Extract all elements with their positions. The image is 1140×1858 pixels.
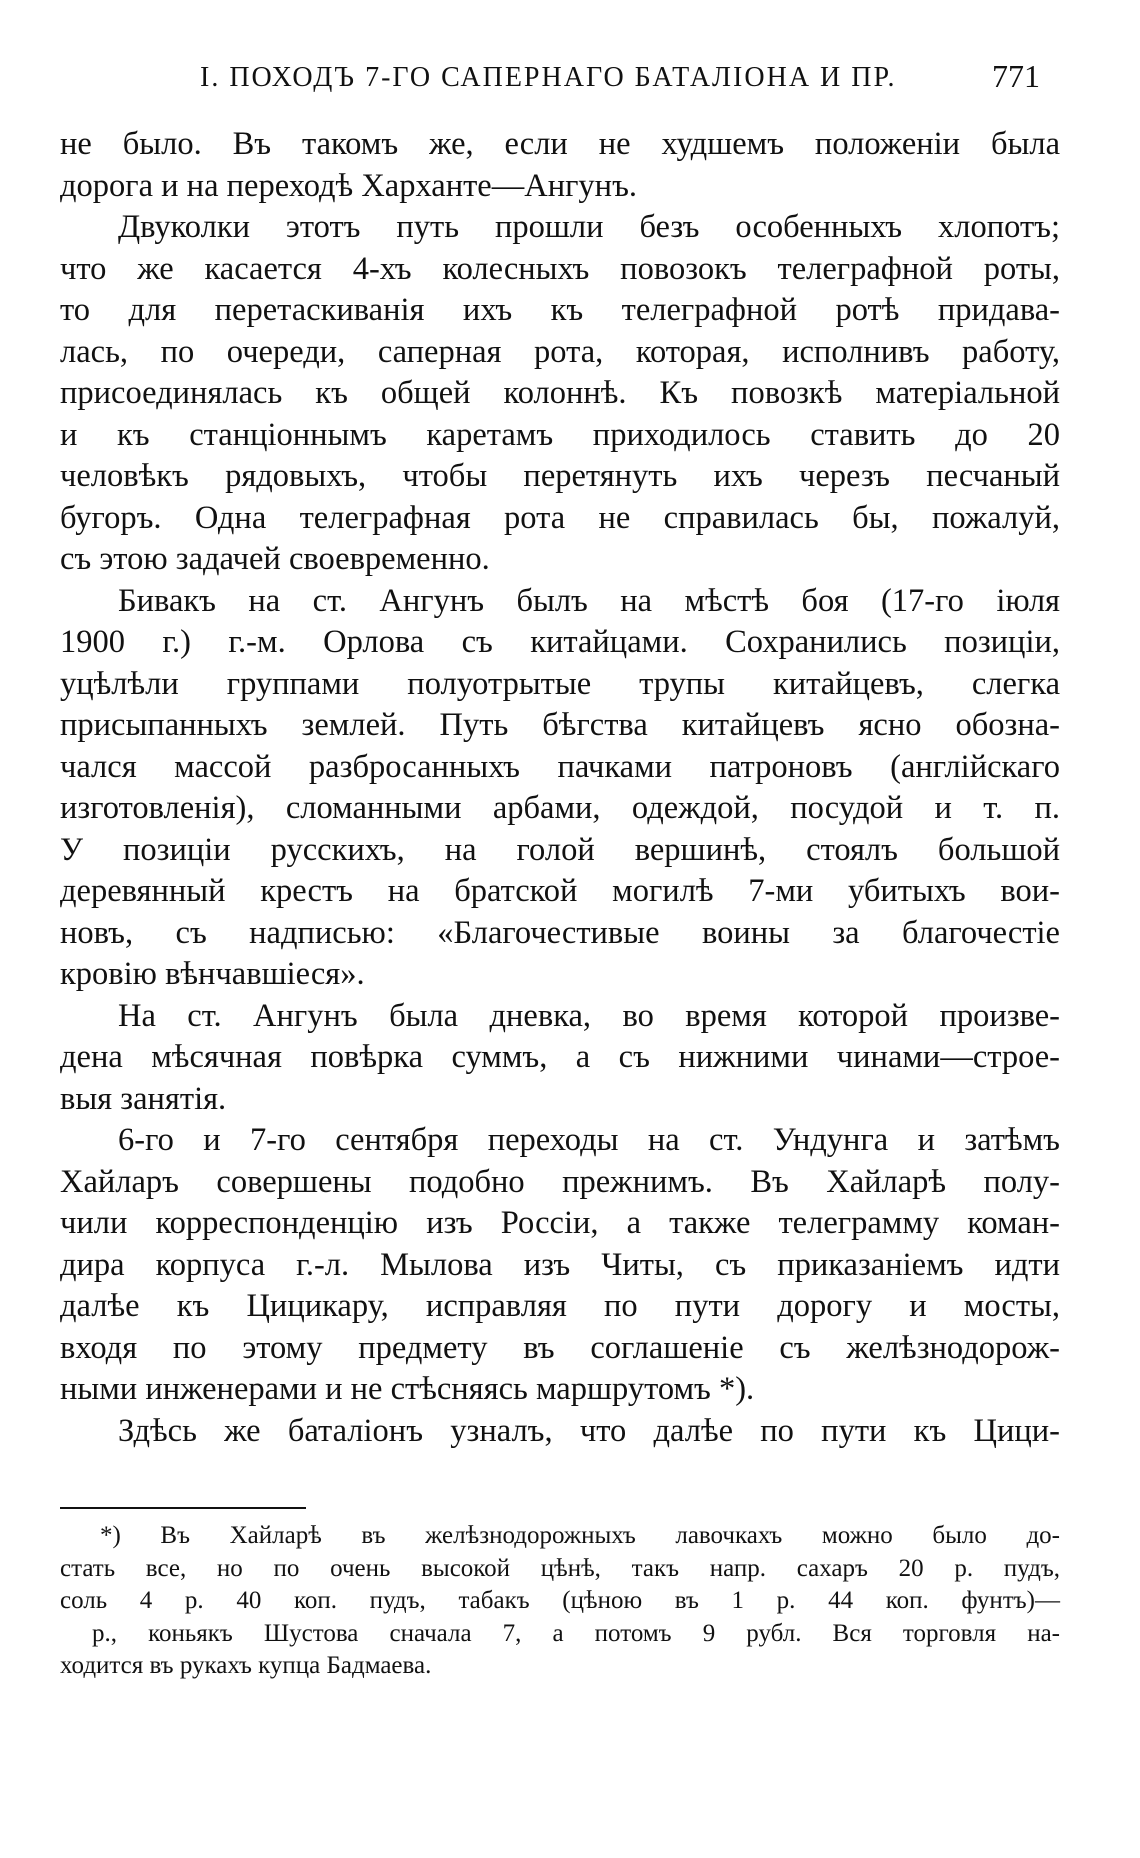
footnote-line: стать все, но по очень высокой цѣнѣ, такъ напр. сахаръ 20 р. пудъ, [60,1554,1060,1582]
text-line: Хайларъ совершены подобно прежнимъ. Въ Хайларѣ полу- [60,1163,1060,1200]
text-line: кровію вѣнчавшіеся». [60,956,365,992]
text-line: дорога и на переходѣ Харханте—Ангунъ. [60,167,638,204]
text-line: уцѣлѣли группами полуотрытые трупы китайцевъ, слегка [60,665,1060,702]
paragraph-1 [60,124,1060,207]
text-line: съ этою задачей своевременно. [60,541,490,577]
running-head-title: I. ПОХОДЪ 7-ГО САПЕРНАГО БАТАЛІОНА И ПР. [200,62,897,93]
paragraph-3 [60,581,1060,996]
text-line: и къ станціоннымъ каретамъ приходилось ставить до 20 [60,416,1060,453]
text-line: не было. Въ такомъ же, если не худшемъ положеніи была [60,126,1060,162]
text-line: На ст. Ангунъ была дневка, во время которой произве- [118,997,1060,1034]
text-line: человѣкъ рядовыхъ, чтобы перетянуть ихъ черезъ песчаный [60,458,1060,494]
footnote-line: соль 4 р. 40 коп. пудъ, табакъ (цѣною въ 1 р. 44 коп. фунтъ)— [60,1587,1060,1614]
text-line: дира корпуса г.-л. Мылова изъ Читы, съ приказаніемъ идти [60,1246,1060,1283]
text-line: новъ, съ надписью: «Благочестивые воины за благочестіе [60,914,1060,951]
text-line: выя занятія. [60,1080,227,1117]
text-line: Здѣсь же баталіонъ узналъ, что далѣе по пути къ Цици- [118,1412,1060,1449]
footnote-divider [60,1507,306,1509]
paragraph-6 [60,1411,1060,1453]
text-line: ными инженерами и не стѣсняясь маршрутомъ *). [60,1371,755,1407]
text-line: входя по этому предмету въ соглашеніе съ желѣзнодорож- [60,1329,1060,1366]
running-head [60,52,1060,112]
text-line: 1900 г.) г.-м. Орлова съ китайцами. Сохранились позиціи, [60,624,1060,660]
paragraph-5 [60,1120,1060,1411]
footnote-line: р., коньякъ Шустова сначала 7, а потомъ 9 рубл. Вся торговля на- [92,1619,1060,1647]
paragraph-2 [60,207,1060,581]
text-line: то для перетаскиванія ихъ къ телеграфной ротѣ придава- [60,292,1060,328]
text-line: Двуколки этотъ путь прошли безъ особенныхъ хлопотъ; [118,209,1060,245]
text-line: изготовленія), сломанными арбами, одеждой, посудой и т. п. [60,790,1060,826]
text-line: далѣе къ Цицикару, исправляя по пути дорогу и мосты, [60,1288,1060,1324]
footnote [60,1520,1060,1683]
text-line: что же касается 4-хъ колесныхъ повозокъ телеграфной роты, [60,250,1060,287]
text-line: 6-го и 7-го сентября переходы на ст. Ундунга и затѣмъ [118,1122,1060,1158]
page-number: 771 [992,58,1040,94]
text-line: бугоръ. Одна телеграфная рота не справилась бы, пожалуй, [60,499,1060,536]
paragraph-4 [60,996,1060,1121]
footnote-line: ходится въ рукахъ купца Бадмаева. [60,1652,432,1679]
text-line: присоединялась къ общей колоннѣ. Къ повозкѣ матеріальной [60,375,1060,411]
text-line: деревянный крестъ на братской могилѣ 7-ми убитыхъ вои- [60,873,1060,909]
text-line: лась, по очереди, саперная рота, которая, исполнивъ работу, [60,333,1060,370]
text-line: У позиціи русскихъ, на голой вершинѣ, стоялъ большой [60,831,1060,868]
footnote-line: *) Въ Хайларѣ въ желѣзнодорожныхъ лавочкахъ можно было до- [100,1522,1060,1549]
text-line: дена мѣсячная повѣрка суммъ, а съ нижними чинами—строе- [60,1039,1060,1075]
text-line: Бивакъ на ст. Ангунъ былъ на мѣстѣ боя (17-го іюля [118,582,1060,619]
text-line: чался массой разбросанныхъ пачками патроновъ (англійскаго [60,748,1060,785]
text-line: присыпанныхъ землей. Путь бѣгства китайцевъ ясно обозна- [60,707,1060,743]
body-text [60,124,1060,1452]
text-line: чили корреспонденцію изъ Россіи, а также телеграмму коман- [60,1205,1060,1241]
